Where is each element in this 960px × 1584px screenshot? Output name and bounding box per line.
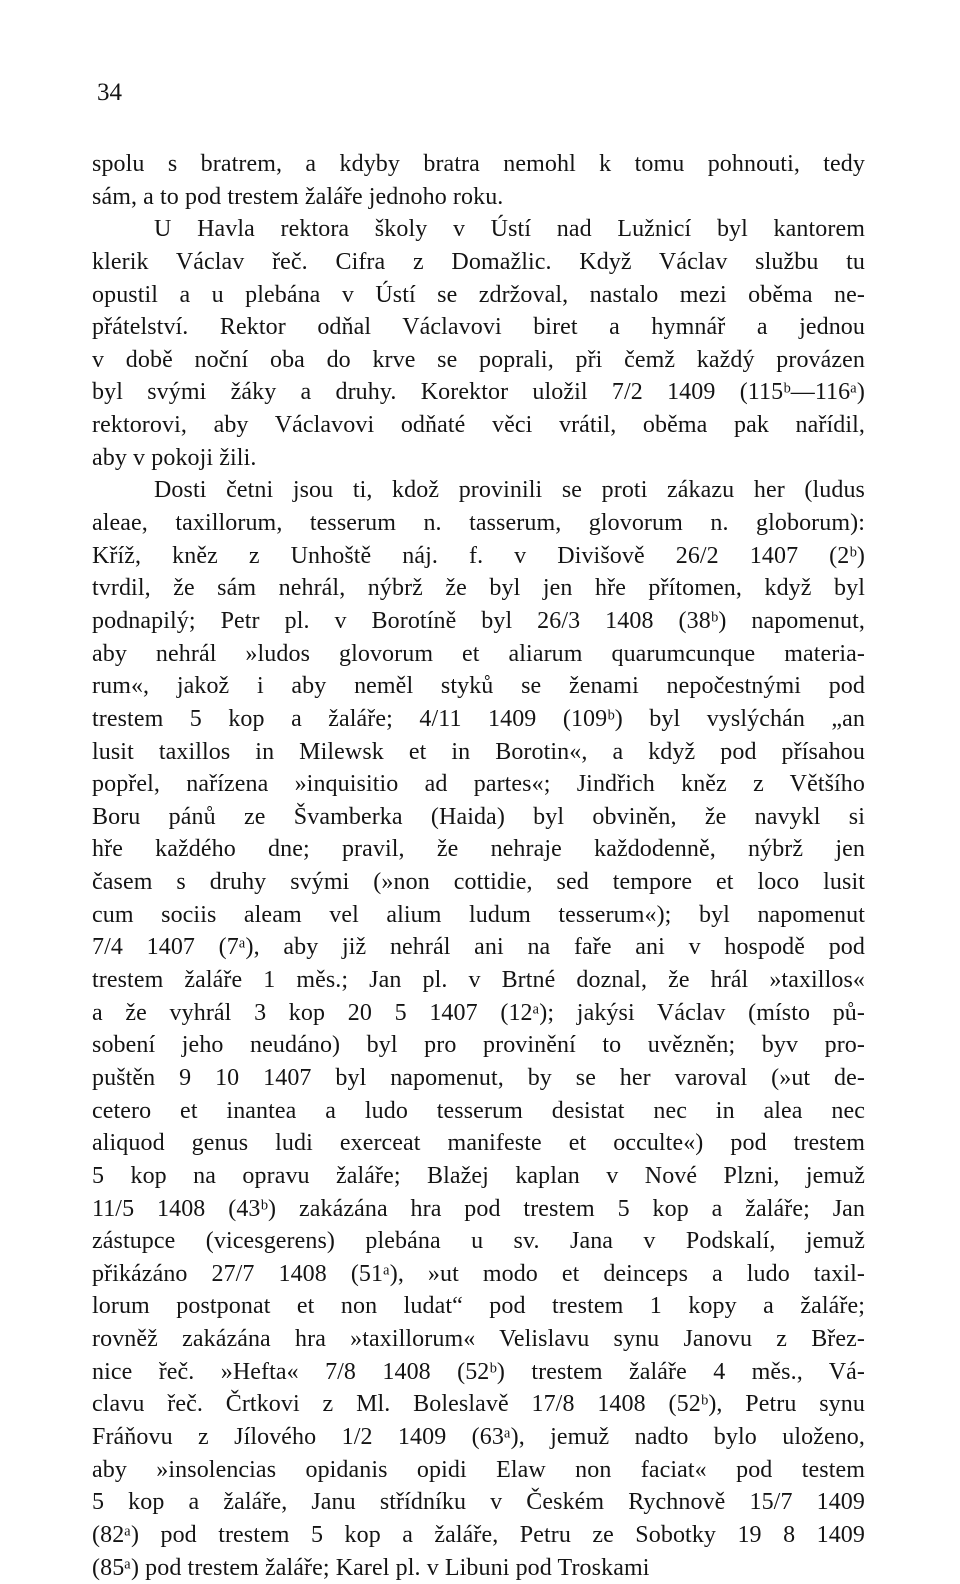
text-line: Fráňovu z Jílového 1/2 1409 (63ᵃ), jemuž nadto bylo uloženo,: [92, 1423, 865, 1450]
text-line: Boru pánů ze Švamberka (Haida) byl obviněn, že navykl si: [92, 803, 865, 830]
text-line: aliquod genus ludi exerceat manifeste et occulte«) pod trestem: [92, 1130, 865, 1157]
text-line: U Havla rektora školy v Ústí nad Lužnicí byl kantorem: [154, 216, 865, 243]
text-line: byl svými žáky a druhy. Korektor uložil 7/2 1409 (115ᵇ—116ᵃ): [92, 379, 865, 406]
text-line: puštěn 9 10 1407 byl napomenut, by se her varoval (»ut de-: [92, 1064, 865, 1091]
text-line: 5 kop na opravu žaláře; Blažej kaplan v Nové Plzni, jemuž: [92, 1162, 865, 1189]
text-line: 11/5 1408 (43ᵇ) zakázána hra pod trestem 5 kop a žaláře; Jan: [92, 1195, 865, 1222]
text-line: lusit taxillos in Milewsk et in Borotin«, a když pod přísahou: [92, 738, 865, 765]
text-line: hře každého dne; pravil, že nehraje každodenně, nýbrž jen: [92, 836, 865, 863]
text-line: rovněž zakázána hra »taxillorum« Velislavu synu Janovu z Břez-: [92, 1326, 865, 1353]
paragraph: [92, 148, 865, 213]
text-line: aleae, taxillorum, tesserum n. tasserum, glovorum n. globorum):: [92, 510, 865, 537]
text-line: klerik Václav řeč. Cifra z Domažlic. Když Václav službu tu: [92, 248, 865, 275]
text-line: rektorovi, aby Václavovi odňaté věci vrátil, oběma pak nařídil,: [92, 412, 865, 439]
text-line: (82ᵃ) pod trestem 5 kop a žaláře, Petru ze Sobotky 19 8 1409: [92, 1521, 865, 1548]
text-line: Kříž, kněz z Unhoště náj. f. v Divišově 26/2 1407 (2ᵇ): [92, 542, 865, 569]
body-text: [92, 148, 865, 1584]
text-line: cetero et inantea a ludo tesserum desistat nec in alea nec: [92, 1097, 865, 1124]
text-line: clavu řeč. Črtkovi z Ml. Boleslavě 17/8 1408 (52ᵇ), Petru synu: [92, 1391, 865, 1418]
text-line: tvrdil, že sám nehrál, nýbrž že byl jen hře přítomen, když byl: [92, 575, 865, 602]
text-line: aby »insolencias opidanis opidi Elaw non faciat« pod testem: [92, 1456, 865, 1483]
text-line: zástupce (vicesgerens) plebána u sv. Jana v Podskalí, jemuž: [92, 1228, 865, 1255]
text-line: přátelství. Rektor odňal Václavovi biret a hymnář a jednou: [92, 314, 865, 341]
text-line: aby nehrál »ludos glovorum et aliarum quarumcunque materia-: [92, 640, 865, 667]
text-line: 7/4 1407 (7ᵃ), aby již nehrál ani na faře ani v hospodě pod: [92, 934, 865, 961]
page-number: 34: [97, 79, 122, 106]
text-line: 5 kop a žaláře, Janu střídníku v Českém Rychnově 15/7 1409: [92, 1489, 865, 1516]
text-line: lorum postponat et non ludat“ pod trestem 1 kopy a žaláře;: [92, 1293, 865, 1320]
text-line: sobení jeho neudáno) byl pro provinění to uvězněn; byv pro-: [92, 1032, 865, 1059]
text-line: rum«, jakož i aby neměl styků se ženami nepočestnými pod: [92, 673, 865, 700]
text-line: v době noční oba do krve se poprali, při čemž každý provázen: [92, 346, 865, 373]
text-line: a že vyhrál 3 kop 20 5 1407 (12ᵃ); jakýsi Václav (místo pů-: [92, 999, 865, 1026]
text-line: přikázáno 27/7 1408 (51ᵃ), »ut modo et deinceps a ludo taxil-: [92, 1260, 865, 1287]
paragraph: [92, 474, 865, 1584]
text-line: nice řeč. »Hefta« 7/8 1408 (52ᵇ) trestem žaláře 4 měs., Vá-: [92, 1358, 865, 1385]
text-line: (85ᵃ) pod trestem žaláře; Karel pl. v Libuni pod Troskami: [92, 1554, 650, 1581]
text-line: aby v pokoji žili.: [92, 444, 257, 471]
paragraph: [92, 213, 865, 474]
text-line: opustil a u plebána v Ústí se zdržoval, nastalo mezi oběma ne-: [92, 281, 865, 308]
text-line: podnapilý; Petr pl. v Borotíně byl 26/3 1408 (38ᵇ) napomenut,: [92, 607, 865, 634]
text-line: spolu s bratrem, a kdyby bratra nemohl k tomu pohnouti, tedy: [92, 151, 865, 177]
text-line: cum sociis aleam vel alium ludum tesserum«); byl napomenut: [92, 901, 865, 928]
text-line: Dosti četni jsou ti, kdož provinili se proti zákazu her (ludus: [154, 477, 865, 504]
text-line: trestem žaláře 1 měs.; Jan pl. v Brtné doznal, že hrál »taxillos«: [92, 967, 865, 994]
text-line: sám, a to pod trestem žaláře jednoho roku.: [92, 183, 504, 210]
text-line: časem s druhy svými (»non cottidie, sed tempore et loco lusit: [92, 869, 865, 896]
text-line: trestem 5 kop a žaláře; 4/11 1409 (109ᵇ) byl vyslýchán „an: [92, 705, 865, 732]
text-line: popřel, nařízena »inquisitio ad partes«; Jindřich kněz z Většího: [92, 771, 865, 798]
